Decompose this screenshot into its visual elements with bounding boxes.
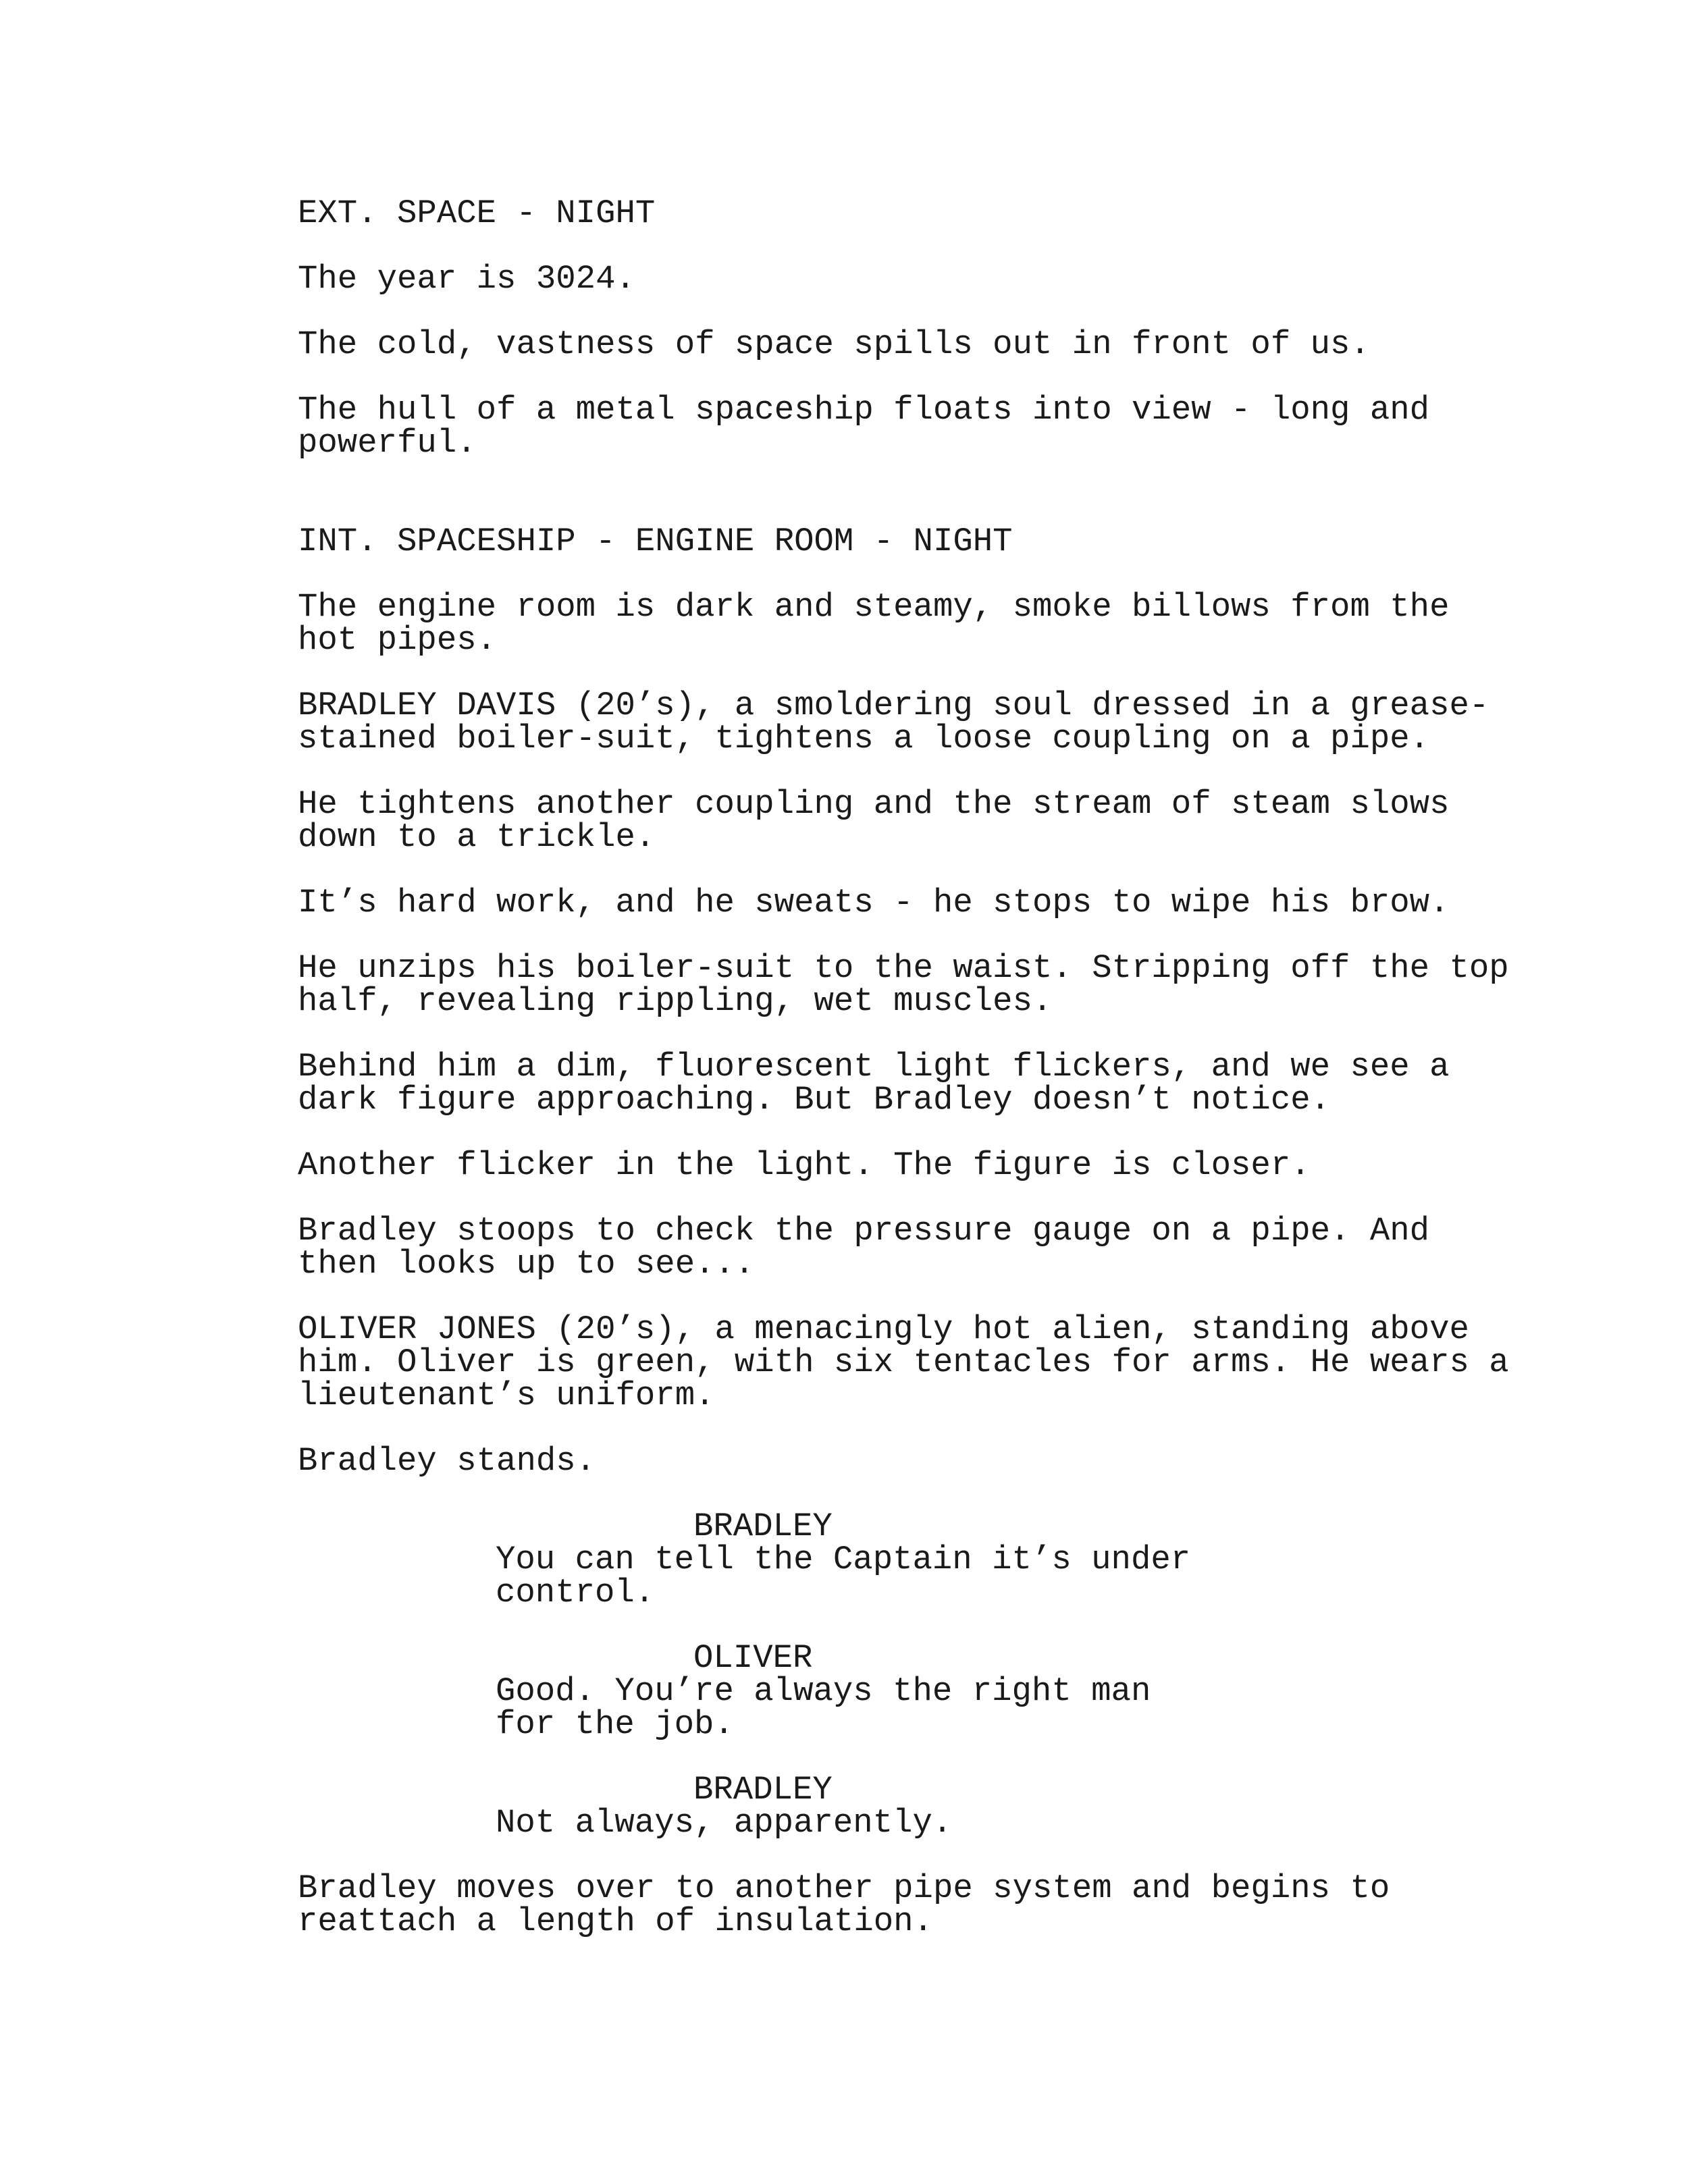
- action-line: The cold, vastness of space spills out in front of us.: [298, 325, 1370, 363]
- action-line: The year is 3024.: [298, 260, 635, 298]
- character-cue: BRADLEY: [693, 1771, 833, 1809]
- action-line: Behind him a dim, fluorescent light flickers, and we see a dark figure approaching. But Bradley doesn’t notice.: [298, 1048, 1450, 1119]
- action-line: The hull of a metal spaceship floats into view - long and powerful.: [298, 391, 1430, 462]
- dialogue: Not always, apparently.: [496, 1804, 953, 1842]
- scene-heading: INT. SPACESHIP - ENGINE ROOM - NIGHT: [298, 523, 1013, 560]
- character-cue: BRADLEY: [693, 1508, 833, 1545]
- action-line: Bradley stoops to check the pressure gauge on a pipe. And then looks up to see...: [298, 1212, 1430, 1283]
- action-line: Bradley stands.: [298, 1442, 596, 1480]
- character-cue: OLIVER: [693, 1639, 813, 1677]
- action-line: It’s hard work, and he sweats - he stops to wipe his brow.: [298, 884, 1450, 922]
- action-line: He tightens another coupling and the stream of steam slows down to a trickle.: [298, 785, 1450, 856]
- action-line: BRADLEY DAVIS (20’s), a smoldering soul dressed in a grease- stained boiler-suit, tightens a loose coupling on a pipe.: [298, 687, 1489, 757]
- scene-heading: EXT. SPACE - NIGHT: [298, 194, 656, 232]
- action-line: Another flicker in the light. The figure is closer.: [298, 1146, 1311, 1184]
- action-line: The engine room is dark and steamy, smoke billows from the hot pipes.: [298, 588, 1450, 659]
- action-line: He unzips his boiler-suit to the waist. Stripping off the top half, revealing rippling, wet muscles.: [298, 949, 1509, 1020]
- dialogue: Good. You’re always the right man for the job.: [496, 1672, 1151, 1743]
- action-line: OLIVER JONES (20’s), a menacingly hot alien, standing above him. Oliver is green, with six tentacles for arms. He wears a lieutenant’s uniform.: [298, 1310, 1509, 1414]
- dialogue: You can tell the Captain it’s under control.: [496, 1541, 1191, 1612]
- action-line: Bradley moves over to another pipe system and begins to reattach a length of insulation.: [298, 1869, 1390, 1940]
